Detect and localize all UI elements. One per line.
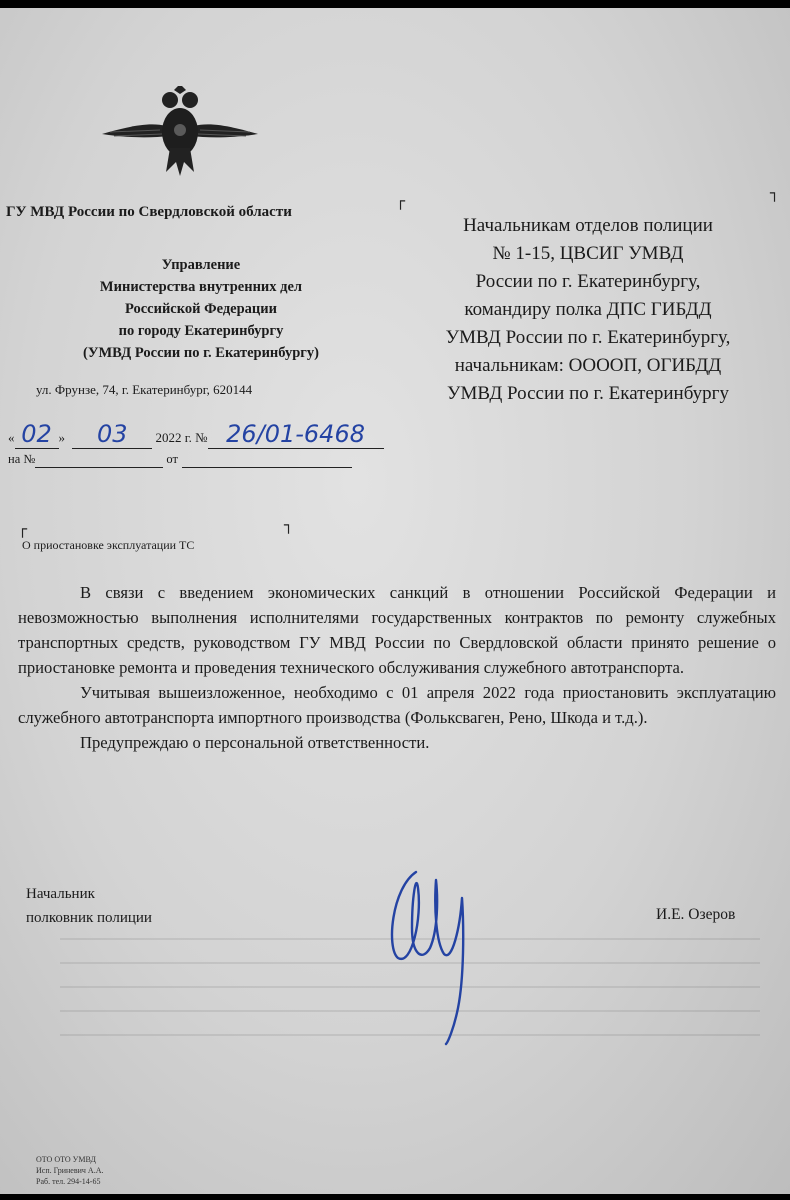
ref-label-na: на № — [8, 452, 36, 466]
corner-mark: ┌ — [396, 192, 406, 210]
addressee-block — [402, 212, 774, 408]
footer-line: Исп. Гриневич А.А. — [36, 1166, 104, 1175]
close-quote: » — [58, 430, 65, 445]
addressee-line: УМВД России по г. Екатеринбургу — [447, 383, 729, 404]
ref-label-ot: от — [166, 452, 178, 466]
footer-line: Раб. тел. 294-14-65 — [36, 1177, 101, 1186]
sender-address: ул. Фрунзе, 74, г. Екатеринбург, 620144 — [36, 382, 253, 397]
ref-number-blank — [35, 452, 163, 468]
ref-date-blank — [182, 452, 352, 468]
department-line: по городу Екатеринбургу — [118, 323, 284, 339]
addressee-line: начальникам: ОООOП, ОГИБДД — [454, 355, 722, 376]
year-and-number-label: 2022 г. № — [155, 430, 208, 445]
executor-footer — [36, 1154, 103, 1187]
emblem-eagle-icon — [100, 86, 260, 178]
body-paragraph: В связи с введением экономических санкций в отношении Российской Федерации и невозможностью выполнения исполнителями государственных контрактов по ремонту служебных транспортных средств, руководством ГУ МВД России по Свердловской области принято решение о приостановке ремонта и проведения технического обслуживания служебного автотранспорта. — [18, 583, 776, 677]
addressee-line: командиру полка ДПС ГИБДД — [464, 299, 712, 320]
org-name: ГУ МВД России по Свердловской области — [6, 204, 292, 220]
subject-line: О приостановке эксплуатации ТС — [22, 538, 195, 552]
department-line: Российской Федерации — [124, 301, 277, 317]
corner-mark: ┌ — [18, 520, 28, 538]
addressee-line: Начальникам отделов полиции — [463, 215, 713, 236]
footer-line: ОТО ОТО УМВД — [36, 1155, 96, 1164]
addressee-line: России по г. Екатеринбургу, — [475, 271, 701, 292]
handwritten-day: 02 — [15, 420, 59, 449]
handwritten-month: 03 — [72, 420, 152, 449]
open-quote: « — [8, 430, 15, 445]
body-paragraph: Учитывая вышеизложенное, необходимо с 01 апреля 2022 года приостановить эксплуатацию служебного автотранспорта импортного производства (Фольксваген, Рено, Шкода и т.д.). — [18, 683, 776, 727]
department-line: Управление — [161, 257, 241, 273]
signatory-title — [26, 882, 152, 930]
reference-line — [8, 452, 352, 468]
signatory-name: И.Е. Озеров — [656, 906, 736, 923]
handwritten-doc-number: 26/01-6468 — [208, 420, 384, 449]
signatory-position: Начальник — [26, 886, 95, 902]
addressee-line: УМВД России по г. Екатеринбургу, — [445, 327, 731, 348]
signatory-rank: полковник полиции — [26, 910, 152, 926]
corner-mark: ┐ — [770, 184, 780, 202]
date-number-line — [8, 420, 384, 449]
handwritten-signature — [382, 858, 482, 1048]
letter-body — [18, 580, 776, 755]
department-line: (УМВД России по г. Екатеринбургу) — [83, 345, 319, 361]
department-line: Министерства внутренних дел — [99, 279, 303, 295]
department-name — [36, 254, 366, 364]
body-paragraph: Предупреждаю о персональной ответственности. — [80, 733, 430, 752]
corner-mark: ┐ — [284, 516, 294, 534]
document-page — [0, 8, 790, 1194]
addressee-line: № 1-15, ЦВСИГ УМВД — [492, 243, 684, 264]
